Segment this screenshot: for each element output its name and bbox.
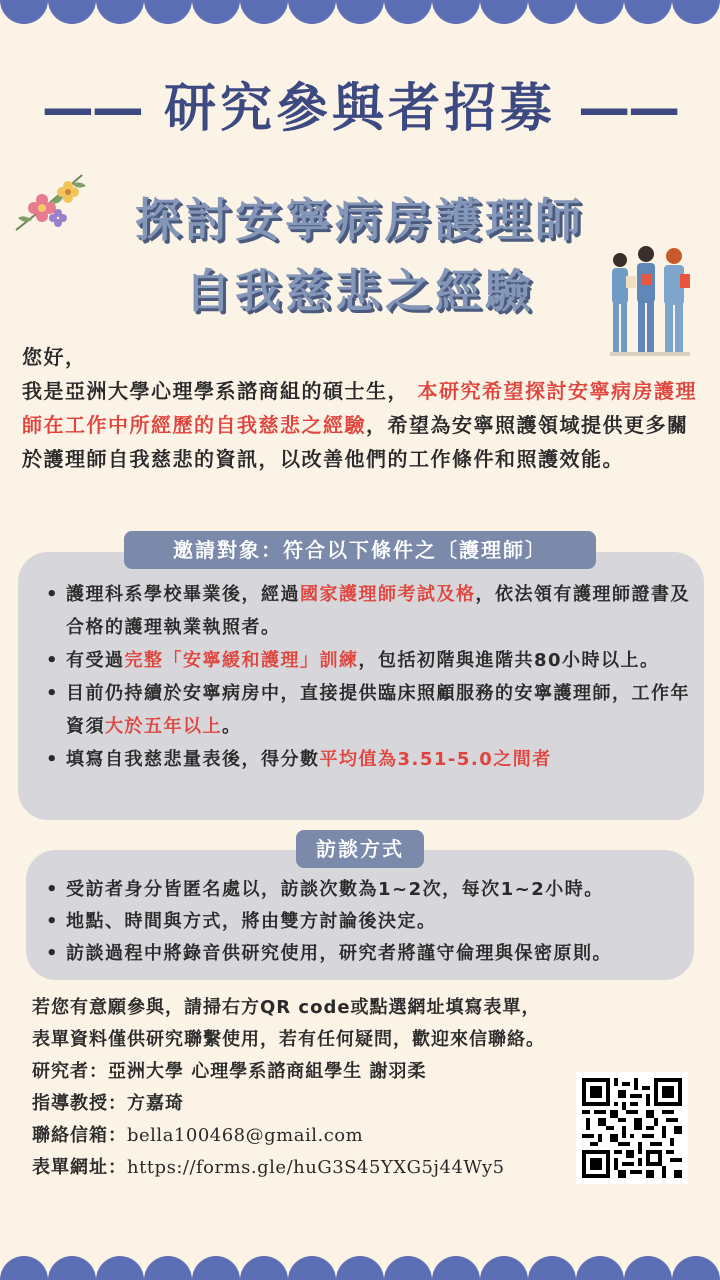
list-item: • 填寫自我慈悲量表後，得分數平均值為3.51-5.0之間者 xyxy=(44,743,696,776)
criteria-list xyxy=(44,578,696,776)
footer-line-1: 若您有意願參與，請掃右方QR code或點選網址填寫表單， xyxy=(32,997,541,1018)
title-dash-left: —— xyxy=(41,79,142,139)
footer-line-2: 表單資料僅供研究聯繫使用，若有任何疑問，歡迎來信聯絡。 xyxy=(32,1029,545,1050)
form-url-link[interactable]: https://forms.gle/huG3S45YXG5j44Wy5 xyxy=(127,1157,505,1178)
email-row: 聯絡信箱：bella100468@gmail.com xyxy=(32,1125,364,1146)
intro-highlight: 本研究希望探討安寧病房護理師在工作中所經歷的自我慈悲之經驗 xyxy=(22,379,697,437)
advisor-name: 方嘉琦 xyxy=(127,1093,184,1114)
interview-heading: 訪談方式 xyxy=(296,830,424,868)
subtitle-line-1: 探討安寧病房護理師 xyxy=(135,193,585,247)
list-item: • 護理科系學校畢業後，經過國家護理師考試及格，依法領有護理師證書及合格的護理執業執照者。 xyxy=(44,578,696,644)
title-text: 研究參與者招募 xyxy=(163,79,556,139)
greeting: 您好， xyxy=(22,345,87,369)
qr-code-icon[interactable] xyxy=(576,1072,688,1184)
interview-list xyxy=(44,874,692,970)
page-title xyxy=(0,66,720,141)
list-item: • 訪談過程中將錄音供研究使用，研究者將謹守倫理與保密原則。 xyxy=(44,938,692,970)
researcher-name: 亞洲大學 心理學系諮商組學生 謝羽柔 xyxy=(108,1061,427,1082)
url-row: 表單網址：https://forms.gle/huG3S45YXG5j44Wy5 xyxy=(32,1157,505,1178)
intro-paragraph xyxy=(22,340,702,476)
list-item: • 地點、時間與方式，將由雙方討論後決定。 xyxy=(44,906,692,938)
criteria-heading: 邀請對象：符合以下條件之〔護理師〕 xyxy=(124,531,596,569)
intro-text-2: ，希望為安寧照護領域提供更多關於護理師自我慈悲的資訊，以改善他們的工作條件和照護效能。 xyxy=(22,413,689,471)
list-item: • 目前仍持續於安寧病房中，直接提供臨床照顧服務的安寧護理師，工作年資須大於五年以上。 xyxy=(44,677,696,743)
intro-text-1: 我是亞洲大學心理學系諮商組的碩士生， xyxy=(22,379,409,403)
subtitle-line-2: 自我慈悲之經驗 xyxy=(185,264,535,318)
researcher-row: 研究者：亞洲大學 心理學系諮商組學生 謝羽柔 xyxy=(32,1061,427,1082)
advisor-row: 指導教授：方嘉琦 xyxy=(32,1093,184,1114)
email-link[interactable]: bella100468@gmail.com xyxy=(127,1125,364,1146)
top-scallop-border xyxy=(0,0,720,34)
intro-body xyxy=(22,374,702,476)
list-item: • 有受過完整「安寧緩和護理」訓練，包括初階與進階共80小時以上。 xyxy=(44,644,696,677)
bottom-scallop-border xyxy=(0,1246,720,1280)
title-dash-right: —— xyxy=(578,79,679,139)
list-item: • 受訪者身分皆匿名處以，訪談次數為1~2次，每次1~2小時。 xyxy=(44,874,692,906)
